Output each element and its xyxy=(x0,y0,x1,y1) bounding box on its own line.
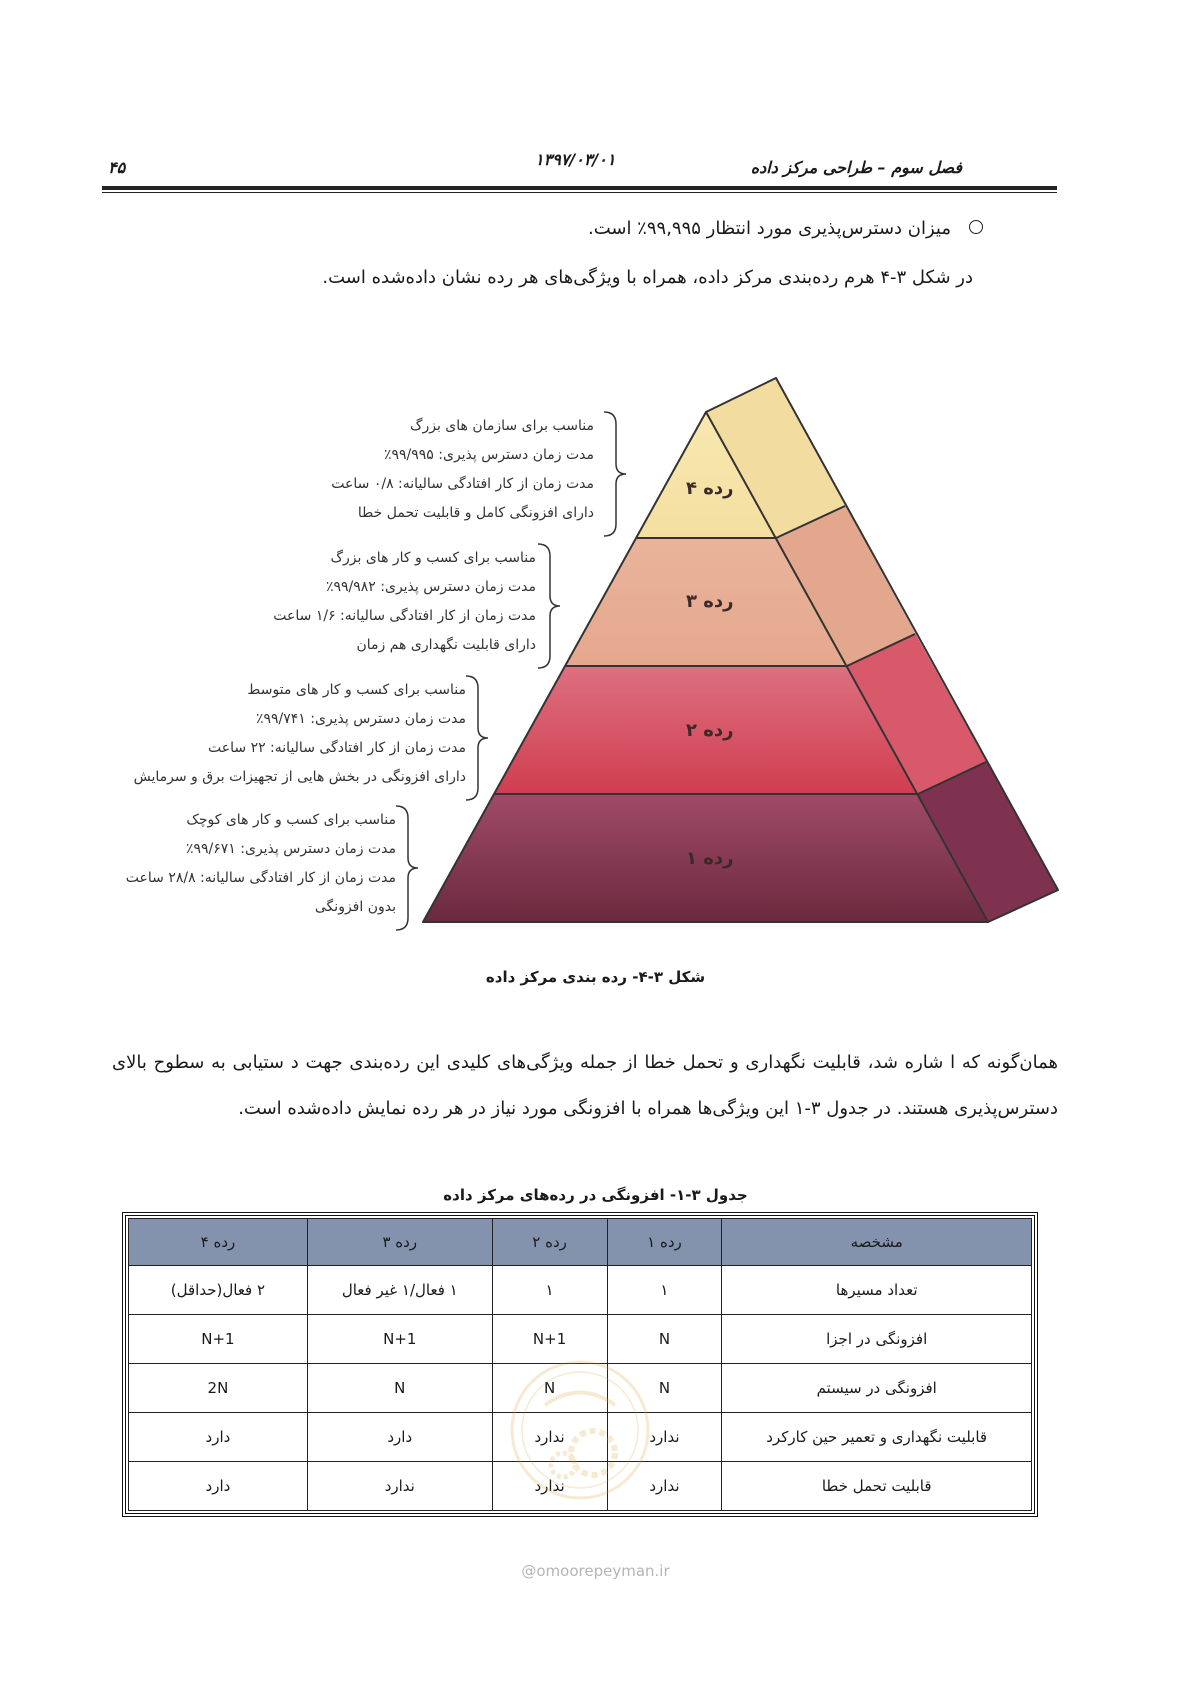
table-cell: تعداد مسیرها xyxy=(722,1266,1032,1315)
table-cell: ندارد xyxy=(492,1462,607,1511)
tier-1-line: مدت زمان دسترس پذیری: ۹۹/۶۷۱٪ xyxy=(185,841,396,857)
table-cell: 2N xyxy=(129,1364,308,1413)
tier-3-line: مدت زمان دسترس پذیری: ۹۹/۹۸۲٪ xyxy=(325,579,536,595)
table-cell: ۲ فعال(حداقل) xyxy=(129,1266,308,1315)
document-date: ۱۳۹۷/۰۳/۰۱ xyxy=(535,150,616,169)
tier-1-line: مناسب برای کسب و کار های کوچک xyxy=(186,812,396,828)
tier-2-description xyxy=(134,676,466,792)
tier-4-line: مناسب برای سازمان های بزرگ xyxy=(409,418,594,434)
chapter-title: فصل سوم – طراحی مرکز داده xyxy=(750,158,962,177)
table-cell: N xyxy=(607,1315,722,1364)
table-header-row xyxy=(129,1219,1032,1266)
table-cell: ندارد xyxy=(607,1413,722,1462)
tier-4-label: رده ۴ xyxy=(686,478,734,499)
table-cell: ندارد xyxy=(307,1462,492,1511)
tier-3-line: دارای قابلیت نگهداری هم زمان xyxy=(356,637,536,653)
intro-paragraph: در شکل ۳-۴ هرم رده‌بندی مرکز داده، همراه با ویژگی‌های هر رده نشان داده‌شده است. xyxy=(322,267,973,288)
table-cell: ندارد xyxy=(492,1413,607,1462)
tier-4-brace xyxy=(604,412,626,536)
tier-2-line: دارای افزونگی در بخش هایی از تجهیزات برق و سرمایش xyxy=(133,769,466,785)
column-header: رده ۳ xyxy=(307,1219,492,1266)
table-cell: دارد xyxy=(129,1413,308,1462)
table-row xyxy=(129,1266,1032,1315)
tier-4-line: دارای افزونگی کامل و قابلیت تحمل خطا xyxy=(357,505,594,521)
table-cell: N xyxy=(492,1364,607,1413)
table-cell: ۱ xyxy=(492,1266,607,1315)
table-cell: افزونگی در اجزا xyxy=(722,1315,1032,1364)
tier-4-line: مدت زمان دسترس پذیری: ۹۹/۹۹۵٪ xyxy=(383,447,594,463)
tier-4-description xyxy=(331,412,594,528)
table-cell: قابلیت نگهداری و تعمیر حین کارکرد xyxy=(722,1413,1032,1462)
tier-2-line: مدت زمان از کار افتادگی سالیانه: ۲۲ ساعت xyxy=(208,740,466,756)
tier-1-line: مدت زمان از کار افتادگی سالیانه: ۲۸/۸ ساعت xyxy=(125,870,396,886)
table-cell: ۱ فعال/۱ غیر فعال xyxy=(307,1266,492,1315)
column-header: رده ۱ xyxy=(607,1219,722,1266)
table-cell: ۱ xyxy=(607,1266,722,1315)
watermark-logo-icon xyxy=(505,1355,655,1505)
tier-1-label: رده ۱ xyxy=(686,848,734,869)
tier-2-brace xyxy=(466,676,488,800)
table-cell: دارد xyxy=(307,1413,492,1462)
tier-3-brace xyxy=(538,544,560,668)
tier-3-line: مدت زمان از کار افتادگی سالیانه: ۱/۶ ساعت xyxy=(273,608,536,624)
figure-caption: شکل ۳-۴- رده بندی مرکز داده xyxy=(485,968,706,986)
table-cell: افزونگی در سیستم xyxy=(722,1364,1032,1413)
table-cell: N+1 xyxy=(307,1315,492,1364)
watermark-url: @omoorepeyman.ir xyxy=(521,1562,670,1580)
tier-2-label: رده ۲ xyxy=(686,720,734,741)
table-cell: N+1 xyxy=(492,1315,607,1364)
table-cell: قابلیت تحمل خطا xyxy=(722,1462,1032,1511)
column-header: رده ۲ xyxy=(492,1219,607,1266)
tier-1-description xyxy=(126,806,396,922)
availability-bullet: میزان دسترس‌پذیری مورد انتظار ۹۹,۹۹۵٪ است. xyxy=(587,218,951,239)
body-paragraph: همان‌گونه که ا شاره شد، قابلیت نگهداری و تحمل خطا از جمله ویژگی‌های کلیدی این رده‌بندی جهت د ستیابی به سطوح بالای دسترس‌پذیری هستند. در جدول ۳-۱ این ویژگی‌ها همراه با افزونگی مورد نیاز در هر رده نمایش داده‌شده است. xyxy=(112,1052,1058,1119)
table-cell: N+1 xyxy=(129,1315,308,1364)
tier-1-line: بدون افزونگی xyxy=(314,899,396,915)
table-cell: N xyxy=(607,1364,722,1413)
column-header: رده ۴ xyxy=(129,1219,308,1266)
tier-2-line: مدت زمان دسترس پذیری: ۹۹/۷۴۱٪ xyxy=(255,711,466,727)
table-cell: دارد xyxy=(129,1462,308,1511)
table-cell: ندارد xyxy=(607,1462,722,1511)
tier-4-line: مدت زمان از کار افتادگی سالیانه: ۰/۸ ساعت xyxy=(331,476,594,492)
tier-3-line: مناسب برای کسب و کار های بزرگ xyxy=(330,550,536,566)
column-header: مشخصه xyxy=(722,1219,1032,1266)
tier-3-label: رده ۳ xyxy=(686,591,734,612)
tier-3-description xyxy=(273,544,536,660)
table-caption: جدول ۳-۱- افزونگی در رده‌های مرکز داده xyxy=(443,1186,748,1204)
tier-1-brace xyxy=(396,806,418,930)
table-cell: N xyxy=(307,1364,492,1413)
page-number: ۴۵ xyxy=(108,158,126,177)
tier-2-line: مناسب برای کسب و کار های متوسط xyxy=(247,682,466,698)
